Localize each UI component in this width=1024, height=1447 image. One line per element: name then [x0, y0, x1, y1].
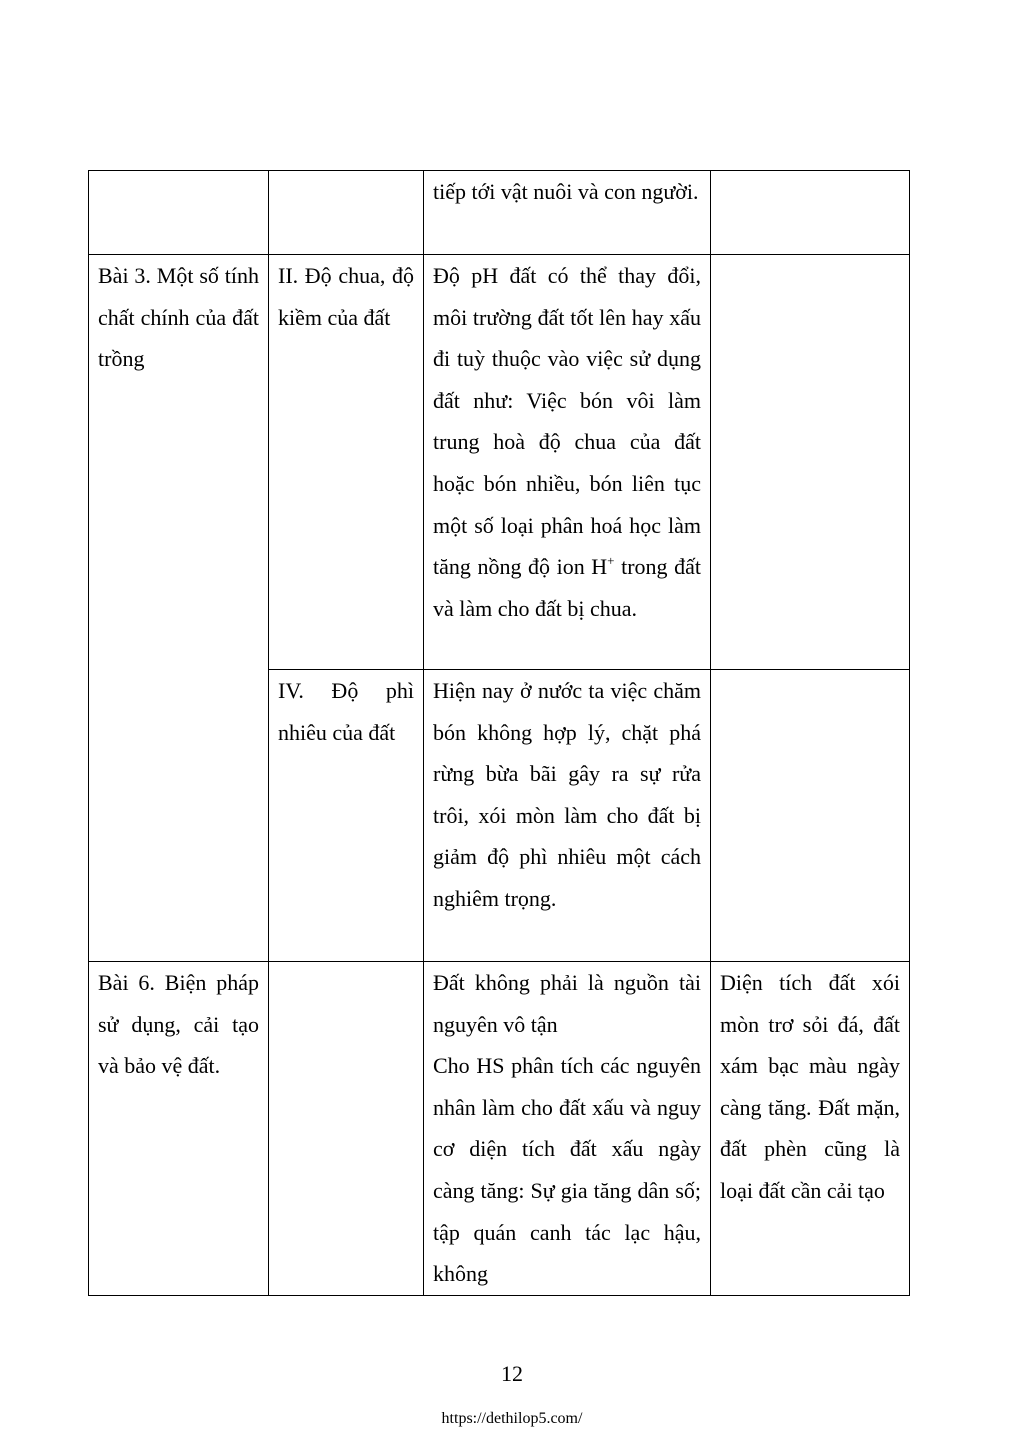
section-cell: II. Độ chua, độ kiềm của đất [269, 255, 424, 670]
lesson-cell: Bài 3. Một số tính chất chính của đất trồng [89, 255, 269, 962]
content-cell [424, 962, 711, 1296]
content-text: Độ pH đất có thể thay đổi, môi trường đất tốt lên hay xấu đi tuỳ thuộc vào việc sử dụng đất như: Việc bón vôi làm trung hoà độ chua của đất hoặc bón nhiều, bón liên tục một số loại phân hoá học làm tăng nồng độ ion H [433, 263, 701, 580]
note-cell [711, 670, 910, 962]
content-cell: Hiện nay ở nước ta việc chăm bón không hợp lý, chặt phá rừng bừa bãi gây ra sự rửa trôi, xói mòn làm cho đất bị giảm độ phì nhiêu một cách nghiêm trọng. [424, 670, 711, 962]
note-cell: Diện tích đất xói mòn trơ sỏi đá, đất xám bạc màu ngày càng tăng. Đất mặn, đất phèn cũng là loại đất cần cải tạo [711, 962, 910, 1296]
content-table [88, 170, 910, 1296]
content-cell: tiếp tới vật nuôi và con người. [424, 171, 711, 255]
table-row [89, 171, 910, 255]
note-cell [711, 171, 910, 255]
note-cell [711, 255, 910, 670]
content-text-tail: trong đất và làm cho đất bị chua. [433, 554, 701, 621]
content-line: Cho HS phân tích các nguyên nhân làm cho đất xấu và nguy cơ diện tích đất xấu ngày càng tăng: Sự gia tăng dân số; tập quán canh tác lạc hậu, không [433, 1053, 701, 1287]
table-row [89, 255, 910, 670]
section-cell [269, 962, 424, 1296]
footer-url[interactable]: https://dethilop5.com/ [441, 1410, 583, 1427]
lesson-cell [89, 171, 269, 255]
lesson-cell: Bài 6. Biện pháp sử dụng, cải tạo và bảo vệ đất. [89, 962, 269, 1296]
section-cell [269, 171, 424, 255]
content-line: Đất không phải là nguồn tài nguyên vô tận [433, 970, 701, 1037]
section-cell: IV. Độ phì nhiêu của đất [269, 670, 424, 962]
table-row [89, 962, 910, 1296]
page-number: 12 [501, 1361, 523, 1386]
superscript-plus: + [607, 553, 615, 569]
content-cell [424, 255, 711, 670]
